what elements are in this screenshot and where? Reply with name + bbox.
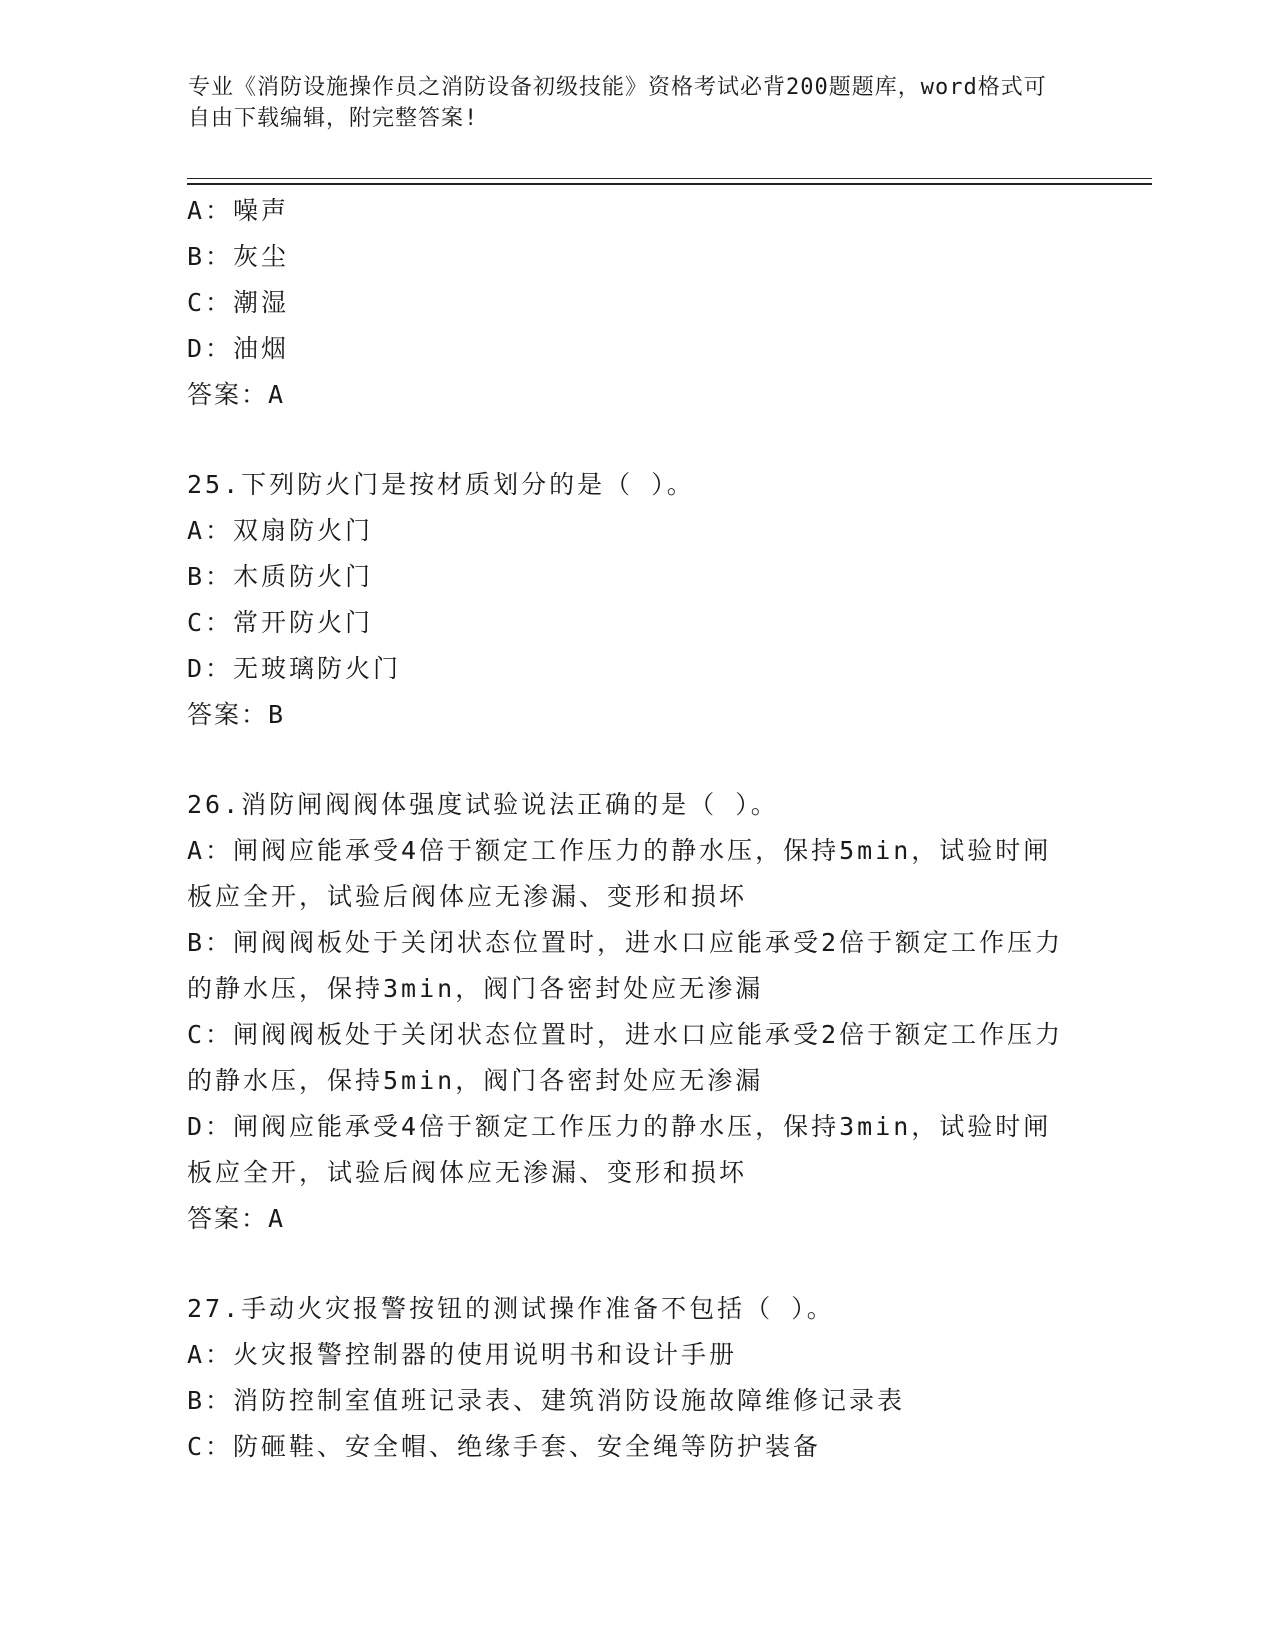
header-divider-bottom	[187, 183, 1152, 185]
option-b: B：消防控制室值班记录表、建筑消防设施故障维修记录表	[187, 1386, 906, 1415]
spacer	[187, 418, 1087, 462]
option-c: C：潮湿	[187, 288, 290, 317]
question-block-25	[187, 462, 1087, 738]
option-d: D：闸阀应能承受4倍于额定工作压力的静水压，保持3min，试验时闸板应全开，试验后阀体应无渗漏、变形和损坏	[187, 1112, 1052, 1187]
answer: 答案：A	[187, 1204, 286, 1233]
option-d: D：无玻璃防火门	[187, 654, 402, 683]
answer: 答案：A	[187, 380, 286, 409]
option-b: B：灰尘	[187, 242, 290, 271]
option-c: C：常开防火门	[187, 608, 374, 637]
option-a: A：闸阀应能承受4倍于额定工作压力的静水压，保持5min，试验时闸板应全开，试验后阀体应无渗漏、变形和损坏	[187, 836, 1052, 911]
answer: 答案：B	[187, 700, 286, 729]
question-list	[187, 188, 1087, 1470]
question-text: 27.手动火灾报警按钮的测试操作准备不包括（ ）。	[187, 1294, 835, 1323]
spacer	[187, 1242, 1087, 1286]
option-b: B：闸阀阀板处于关闭状态位置时，进水口应能承受2倍于额定工作压力的静水压，保持3min，阀门各密封处应无渗漏	[187, 928, 1064, 1003]
spacer	[187, 738, 1087, 782]
question-block-24	[187, 188, 1087, 418]
option-a: A：噪声	[187, 196, 290, 225]
question-text: 26.消防闸阀阀体强度试验说法正确的是（ ）。	[187, 790, 779, 819]
question-block-26	[187, 782, 1087, 1242]
question-block-27	[187, 1286, 1087, 1470]
option-c: C：闸阀阀板处于关闭状态位置时，进水口应能承受2倍于额定工作压力的静水压，保持5min，阀门各密封处应无渗漏	[187, 1020, 1064, 1095]
option-a: A：双扇防火门	[187, 516, 374, 545]
option-a: A：火灾报警控制器的使用说明书和设计手册	[187, 1340, 738, 1369]
header-divider-top	[187, 178, 1152, 179]
option-b: B：木质防火门	[187, 562, 374, 591]
option-c: C：防砸鞋、安全帽、绝缘手套、安全绳等防护装备	[187, 1432, 822, 1461]
option-d: D：油烟	[187, 334, 290, 363]
document-header: 专业《消防设施操作员之消防设备初级技能》资格考试必背200题题库，word格式可自由下载编辑，附完整答案!	[188, 75, 1047, 131]
question-text: 25.下列防火门是按材质划分的是（ ）。	[187, 470, 695, 499]
